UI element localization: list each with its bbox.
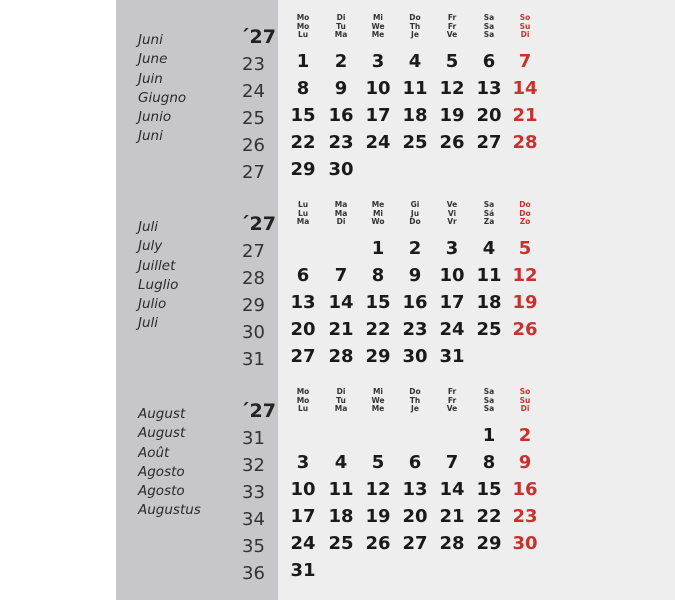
sunday-date: 23: [512, 506, 538, 527]
weekday-header: [474, 388, 504, 414]
date-cell: 1: [296, 51, 310, 72]
weekday-abbrev: Fr: [447, 13, 457, 22]
date-cell: 26: [365, 533, 391, 554]
weekday-abbrev: Di: [336, 13, 346, 22]
weekday-abbrev: Sa: [483, 404, 495, 414]
date-cell: 11: [402, 78, 428, 99]
weekday-header: [288, 201, 318, 227]
weekday-abbrev: Th: [409, 21, 421, 31]
date-cell: 18: [402, 105, 428, 126]
date-cell: 13: [290, 292, 316, 313]
weekday-abbrev: Fr: [447, 387, 457, 396]
date-cell: 17: [290, 506, 316, 527]
weekday-abbrev: Fr: [447, 395, 457, 405]
weekday-abbrev: Do: [409, 13, 421, 22]
weekday-abbrev: Mo: [296, 395, 310, 405]
week-number: 32: [242, 455, 265, 476]
week-number: 24: [242, 81, 265, 102]
date-cell: 30: [402, 346, 428, 367]
weekday-abbrev: Mi: [372, 13, 384, 22]
date-cell: 18: [328, 506, 354, 527]
weekday-header: [400, 14, 430, 40]
date-cell: 2: [408, 238, 422, 259]
sunday-date: 30: [512, 533, 538, 554]
sunday-date: 12: [512, 265, 538, 286]
weekday-abbrev: Wo: [371, 217, 385, 227]
sunday-date: 26: [512, 319, 538, 340]
week-number: 28: [242, 268, 265, 289]
date-cell: 12: [439, 78, 465, 99]
weekday-abbrev: Ma: [334, 30, 348, 40]
week-number: 30: [242, 322, 265, 343]
date-cell: 22: [290, 132, 316, 153]
weekday-abbrev: Mo: [296, 21, 310, 31]
date-cell: 14: [328, 292, 354, 313]
month-names-june: [138, 31, 186, 147]
date-cell: 12: [365, 479, 391, 500]
date-cell: 23: [402, 319, 428, 340]
date-cell: 14: [439, 479, 465, 500]
date-cell: 7: [445, 452, 459, 473]
date-cell: 18: [476, 292, 502, 313]
month-name: Août: [138, 444, 170, 461]
month-name: August: [138, 406, 186, 422]
weekday-header: [363, 388, 393, 414]
date-cell: 13: [402, 479, 428, 500]
month-name: Agosto: [138, 483, 185, 500]
year-label: ´27: [240, 400, 276, 422]
weekday-abbrev: Ma: [334, 208, 348, 218]
weekday-header: [288, 388, 318, 414]
date-cell: 25: [328, 533, 354, 554]
date-cell: 25: [476, 319, 502, 340]
date-cell: 19: [365, 506, 391, 527]
date-cell: 20: [402, 506, 428, 527]
weekday-header: [510, 388, 540, 414]
month-name: Junio: [138, 109, 172, 126]
sunday-date: 21: [512, 105, 538, 126]
date-cell: 24: [439, 319, 465, 340]
week-number: 36: [242, 563, 265, 584]
date-cell: 10: [439, 265, 465, 286]
date-cell: 21: [439, 506, 465, 527]
date-cell: 16: [402, 292, 428, 313]
month-names-july: [138, 218, 178, 334]
date-cell: 3: [371, 51, 385, 72]
sunday-date: 28: [512, 132, 538, 153]
weekday-abbrev: Di: [336, 217, 346, 227]
weekday-header: [288, 14, 318, 40]
weekday-abbrev: We: [371, 21, 385, 31]
date-cell: 10: [290, 479, 316, 500]
date-cell: 24: [365, 132, 391, 153]
weekday-abbrev: Sá: [483, 208, 495, 218]
week-number: 31: [242, 428, 265, 449]
weekday-abbrev: Do: [519, 200, 531, 209]
date-cell: 27: [476, 132, 502, 153]
weekday-abbrev: Je: [411, 30, 419, 40]
weekday-header: [326, 201, 356, 227]
date-cell: 13: [476, 78, 502, 99]
date-cell: 1: [482, 425, 496, 446]
date-cell: 17: [365, 105, 391, 126]
date-cell: 11: [476, 265, 502, 286]
weekday-header: [437, 14, 467, 40]
date-cell: 3: [445, 238, 459, 259]
weekday-abbrev: Tu: [336, 395, 346, 405]
date-cell: 19: [439, 105, 465, 126]
weekday-abbrev: Vi: [447, 208, 457, 218]
weekday-abbrev: Tu: [336, 21, 346, 31]
date-cell: 31: [439, 346, 465, 367]
date-cell: 8: [371, 265, 385, 286]
date-cell: 5: [445, 51, 459, 72]
week-number: 25: [242, 108, 265, 129]
date-cell: 11: [328, 479, 354, 500]
date-cell: 9: [408, 265, 422, 286]
weekday-abbrev: Sa: [483, 21, 495, 31]
weekday-abbrev: Me: [371, 200, 385, 209]
sunday-date: 9: [518, 452, 532, 473]
weekday-abbrev: Di: [520, 404, 530, 414]
weekday-abbrev: Je: [411, 404, 419, 414]
calendar-page: [116, 0, 675, 600]
date-cell: 9: [334, 78, 348, 99]
month-name: Augustus: [138, 502, 201, 519]
date-cell: 15: [476, 479, 502, 500]
date-cell: 30: [328, 159, 354, 180]
weekday-abbrev: Di: [520, 30, 530, 40]
weekday-abbrev: Do: [409, 217, 421, 227]
date-cell: 22: [365, 319, 391, 340]
date-cell: 15: [290, 105, 316, 126]
weekday-abbrev: Sa: [483, 30, 495, 40]
weekday-header: [510, 14, 540, 40]
weekday-header: [437, 201, 467, 227]
date-cell: 25: [402, 132, 428, 153]
month-name: Agosto: [138, 463, 185, 480]
month-sidebar: [116, 0, 278, 600]
weekday-abbrev: Mi: [372, 208, 384, 218]
weekday-header: [326, 14, 356, 40]
month-name: Juni: [138, 128, 163, 145]
date-cell: 1: [371, 238, 385, 259]
weekday-abbrev: Ve: [446, 30, 458, 40]
weekday-header: [474, 14, 504, 40]
date-cell: 29: [290, 159, 316, 180]
weekday-abbrev: Mo: [296, 387, 310, 396]
weekday-abbrev: Gi: [410, 200, 420, 209]
weekday-abbrev: Lu: [297, 208, 309, 218]
date-cell: 17: [439, 292, 465, 313]
weekday-header: [363, 201, 393, 227]
year-label: ´27: [240, 213, 276, 235]
weekday-abbrev: Su: [519, 395, 531, 405]
weekday-abbrev: Za: [483, 217, 495, 227]
week-number: 29: [242, 295, 265, 316]
date-cell: 31: [290, 560, 316, 581]
date-cell: 2: [334, 51, 348, 72]
date-cell: 27: [402, 533, 428, 554]
date-cell: 23: [328, 132, 354, 153]
weekday-abbrev: Di: [336, 387, 346, 396]
weekday-abbrev: Ju: [410, 208, 420, 218]
week-number: 35: [242, 536, 265, 557]
month-name: Juli: [138, 315, 159, 332]
weekday-abbrev: Ma: [334, 404, 348, 414]
date-cell: 24: [290, 533, 316, 554]
weekday-abbrev: Ve: [446, 200, 458, 209]
month-names-august: [138, 405, 201, 521]
date-cell: 20: [476, 105, 502, 126]
weekday-abbrev: Lu: [297, 200, 309, 209]
weekday-abbrev: Sa: [483, 200, 495, 209]
day-grid-area: [278, 0, 675, 600]
weekday-abbrev: Me: [371, 30, 385, 40]
weekday-abbrev: Ma: [334, 200, 348, 209]
month-name: Juni: [138, 32, 163, 48]
weekday-abbrev: Mi: [372, 387, 384, 396]
date-cell: 5: [371, 452, 385, 473]
weekday-header: [363, 14, 393, 40]
weekday-abbrev: Ve: [446, 404, 458, 414]
weekday-header: [437, 388, 467, 414]
weekday-header: [400, 388, 430, 414]
weekday-abbrev: Vr: [447, 217, 457, 227]
date-cell: 27: [290, 346, 316, 367]
date-cell: 29: [365, 346, 391, 367]
week-number: 31: [242, 349, 265, 370]
month-name: Juin: [138, 70, 163, 87]
date-cell: 21: [328, 319, 354, 340]
weekday-header: [474, 201, 504, 227]
week-number: 26: [242, 135, 265, 156]
date-cell: 3: [296, 452, 310, 473]
date-cell: 16: [328, 105, 354, 126]
weekday-abbrev: Sa: [483, 395, 495, 405]
sunday-date: 19: [512, 292, 538, 313]
weekday-abbrev: Sa: [483, 13, 495, 22]
date-cell: 8: [482, 452, 496, 473]
week-number: 23: [242, 54, 265, 75]
sunday-date: 14: [512, 78, 538, 99]
week-number: 33: [242, 482, 265, 503]
weekday-abbrev: Me: [371, 404, 385, 414]
weekday-abbrev: Do: [519, 208, 531, 218]
date-cell: 4: [408, 51, 422, 72]
month-name: Luglio: [138, 276, 179, 293]
date-cell: 28: [439, 533, 465, 554]
date-cell: 6: [482, 51, 496, 72]
sunday-date: 16: [512, 479, 538, 500]
year-label: ´27: [240, 26, 276, 48]
weekday-abbrev: So: [519, 13, 531, 22]
weekday-abbrev: Lu: [297, 30, 309, 40]
weekday-abbrev: We: [371, 395, 385, 405]
date-cell: 7: [334, 265, 348, 286]
month-name: Julio: [138, 296, 167, 313]
week-number: 27: [242, 241, 265, 262]
sunday-date: 7: [518, 51, 532, 72]
date-cell: 4: [334, 452, 348, 473]
weekday-abbrev: Lu: [297, 404, 309, 414]
weekday-header: [326, 388, 356, 414]
weekday-abbrev: Fr: [447, 21, 457, 31]
date-cell: 6: [408, 452, 422, 473]
month-name: Giugno: [138, 89, 187, 106]
date-cell: 15: [365, 292, 391, 313]
weekday-abbrev: Th: [409, 395, 421, 405]
weekday-abbrev: Mo: [296, 13, 310, 22]
date-cell: 28: [328, 346, 354, 367]
sunday-date: 2: [518, 425, 532, 446]
month-name: Juli: [138, 219, 159, 235]
weekday-abbrev: Ma: [296, 217, 310, 227]
weekday-abbrev: Su: [519, 21, 531, 31]
weekday-abbrev: Sa: [483, 387, 495, 396]
date-cell: 6: [296, 265, 310, 286]
weekday-abbrev: Zo: [519, 217, 531, 227]
date-cell: 4: [482, 238, 496, 259]
weekday-header: [400, 201, 430, 227]
week-number: 34: [242, 509, 265, 530]
month-name: June: [138, 51, 168, 68]
date-cell: 20: [290, 319, 316, 340]
date-cell: 8: [296, 78, 310, 99]
date-cell: 26: [439, 132, 465, 153]
weekday-abbrev: Do: [409, 387, 421, 396]
date-cell: 22: [476, 506, 502, 527]
weekday-abbrev: So: [519, 387, 531, 396]
weekday-header: [510, 201, 540, 227]
date-cell: 29: [476, 533, 502, 554]
week-number: 27: [242, 162, 265, 183]
sunday-date: 5: [518, 238, 532, 259]
month-name: July: [138, 238, 163, 255]
month-name: August: [138, 425, 186, 442]
date-cell: 10: [365, 78, 391, 99]
month-name: Juillet: [138, 257, 176, 274]
